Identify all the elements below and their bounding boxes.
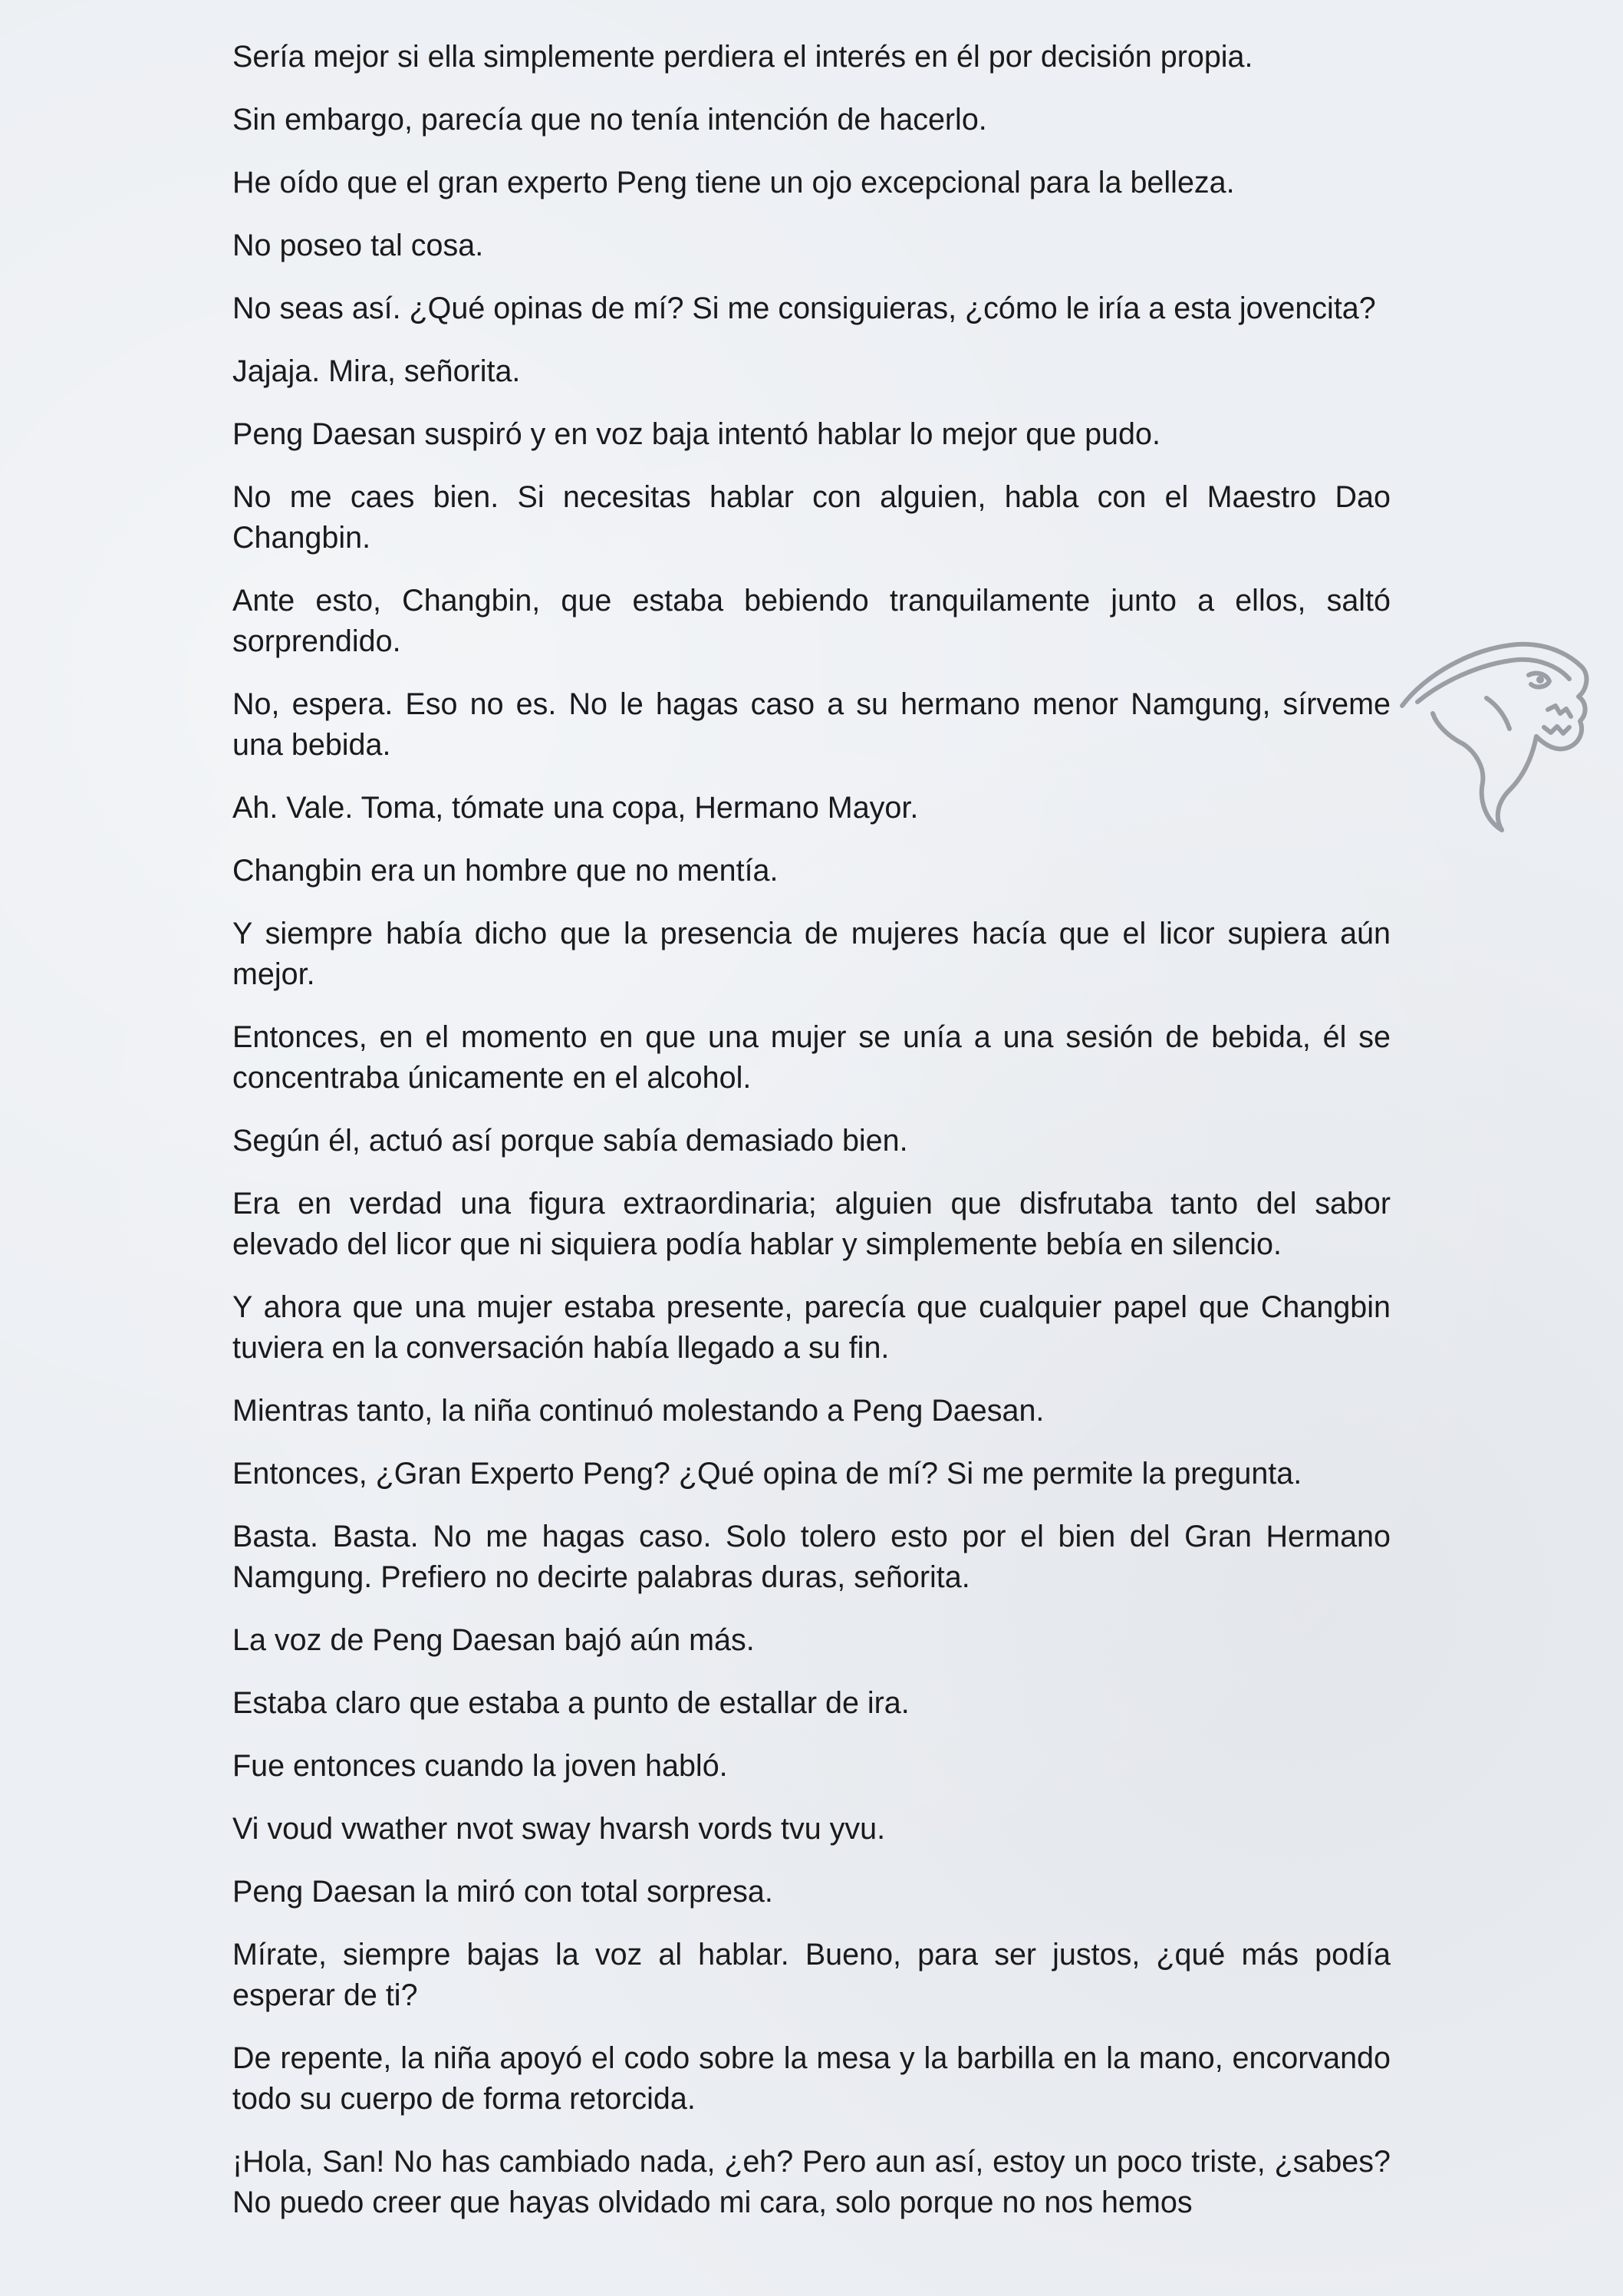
paragraph-2: Sin embargo, parecía que no tenía intención de hacerlo. — [232, 103, 987, 137]
paragraph-1: Sería mejor si ella simplemente perdiera el interés en él por decisión propia. — [232, 40, 1253, 74]
dinosaur-head-logo-icon — [1394, 629, 1594, 836]
paragraph-17: Y ahora que una mujer estaba presente, parecía que cualquier papel que Changbin tuviera en la conversación había llegado a su fin. — [232, 1290, 1391, 1365]
text-body — [232, 37, 1391, 2245]
paragraph-9: Ante esto, Changbin, que estaba bebiendo tranquilamente junto a ellos, saltó sorprendido. — [232, 584, 1391, 658]
paragraph-22: Estaba claro que estaba a punto de estallar de ira. — [232, 1686, 910, 1720]
paragraph-23: Fue entonces cuando la joven habló. — [232, 1749, 728, 1783]
paragraph-8: No me caes bien. Si necesitas hablar con alguien, habla con el Maestro Dao Changbin. — [232, 480, 1391, 555]
paragraph-20: Basta. Basta. No me hagas caso. Solo tolero esto por el bien del Gran Hermano Namgung. Prefiero no decirte palabras duras, señorita. — [232, 1520, 1391, 1594]
paragraph-24: Vi voud vwather nvot sway hvarsh vords tvu yvu. — [232, 1812, 886, 1846]
paragraph-12: Changbin era un hombre que no mentía. — [232, 854, 779, 888]
paragraph-16: Era en verdad una figura extraordinaria; alguien que disfrutaba tanto del sabor elevado del licor que ni siquiera podía hablar y simplemente bebía en silencio. — [232, 1187, 1391, 1261]
paragraph-28: ¡Hola, San! No has cambiado nada, ¿eh? Pero aun así, estoy un poco triste, ¿sabes? No puedo creer que hayas olvidado mi cara, solo porque no nos hemos — [232, 2145, 1391, 2219]
paragraph-4: No poseo tal cosa. — [232, 229, 484, 262]
paragraph-18: Mientras tanto, la niña continuó molestando a Peng Daesan. — [232, 1394, 1045, 1428]
paragraph-5: No seas así. ¿Qué opinas de mí? Si me consiguieras, ¿cómo le iría a esta jovencita? — [232, 292, 1376, 325]
paragraph-25: Peng Daesan la miró con total sorpresa. — [232, 1875, 773, 1909]
paragraph-19: Entonces, ¿Gran Experto Peng? ¿Qué opina de mí? Si me permite la pregunta. — [232, 1457, 1302, 1491]
paragraph-13: Y siempre había dicho que la presencia de mujeres hacía que el licor supiera aún mejor. — [232, 917, 1391, 991]
paragraph-14: Entonces, en el momento en que una mujer se unía a una sesión de bebida, él se concentraba únicamente en el alcohol. — [232, 1020, 1391, 1095]
paragraph-7: Peng Daesan suspiró y en voz baja intentó hablar lo mejor que pudo. — [232, 417, 1160, 451]
paragraph-27: De repente, la niña apoyó el codo sobre la mesa y la barbilla en la mano, encorvando todo su cuerpo de forma retorcida. — [232, 2041, 1391, 2116]
paragraph-26: Mírate, siempre bajas la voz al hablar. Bueno, para ser justos, ¿qué más podía esperar de ti? — [232, 1938, 1391, 2012]
paragraph-10: No, espera. Eso no es. No le hagas caso a su hermano menor Namgung, sírveme una bebida. — [232, 687, 1391, 762]
paragraph-21: La voz de Peng Daesan bajó aún más. — [232, 1623, 755, 1657]
paragraph-6: Jajaja. Mira, señorita. — [232, 354, 521, 388]
paragraph-3: He oído que el gran experto Peng tiene un ojo excepcional para la belleza. — [232, 166, 1235, 199]
paragraph-11: Ah. Vale. Toma, tómate una copa, Hermano Mayor. — [232, 791, 919, 825]
paragraph-15: Según él, actuó así porque sabía demasiado bien. — [232, 1124, 908, 1158]
